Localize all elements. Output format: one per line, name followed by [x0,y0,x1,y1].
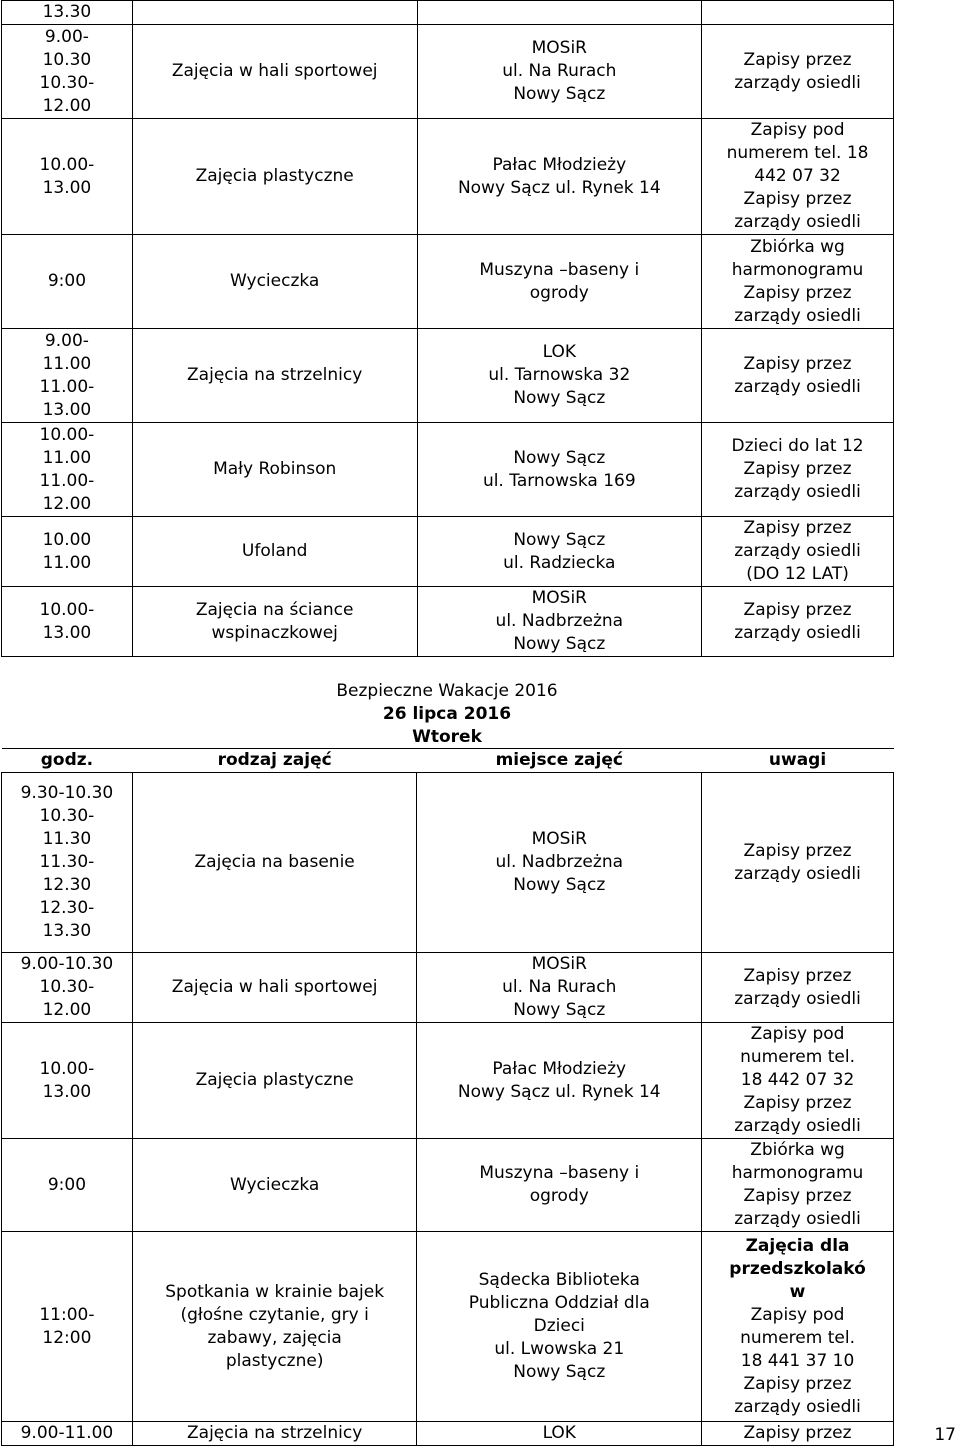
cell-place: MOSiR ul. Nadbrzeżna Nowy Sącz [417,773,702,953]
page-number: 17 [934,1425,956,1445]
table-row [2,1139,894,1232]
cell-activity: Zajęcia plastyczne [132,1023,417,1139]
table-row [2,1422,894,1446]
cell-notes: Zapisy przez zarządy osiedli [702,25,894,119]
cell-place: MOSiR ul. Na Rurach Nowy Sącz [417,25,702,119]
cell-time: 10.00- 13.00 [2,119,133,235]
schedule-table-continued [1,0,894,657]
table-row [2,953,894,1023]
cell-place: LOK [417,1422,702,1446]
cell-time: 9:00 [2,1139,133,1232]
cell-notes: Zapisy przez zarządy osiedli (DO 12 LAT) [702,517,894,587]
cell-activity: Zajęcia na strzelnicy [132,329,417,423]
cell-notes [702,1,894,25]
cell-time: 9.00-11.00 [2,1422,133,1446]
cell-activity: Zajęcia na ściance wspinaczkowej [132,587,417,657]
cell-time: 10.00- 13.00 [2,587,133,657]
cell-time: 10.00 11.00 [2,517,133,587]
cell-notes: Zapisy przez zarządy osiedli [702,329,894,423]
cell-notes: Zapisy przez zarządy osiedli [702,587,894,657]
cell-place: Pałac Młodzieży Nowy Sącz ul. Rynek 14 [417,119,702,235]
cell-notes: Zajęcia dla przedszkolakó w Zapisy pod numerem tel. 18 441 37 10 Zapisy przez zarządy osiedli [702,1232,894,1422]
cell-activity: Zajęcia na strzelnicy [132,1422,417,1446]
cell-activity: Mały Robinson [132,423,417,517]
cell-place: Muszyna –baseny i ogrody [417,1139,702,1232]
cell-time: 9.30-10.30 10.30- 11.30 11.30- 12.30 12.30- 13.30 [2,773,133,953]
cell-place: MOSiR ul. Nadbrzeżna Nowy Sącz [417,587,702,657]
cell-time: 11:00- 12:00 [2,1232,133,1422]
cell-activity [132,1,417,25]
cell-time: 9.00- 10.30 10.30- 12.00 [2,25,133,119]
schedule-table-tuesday [1,748,894,1446]
cell-time: 9:00 [2,235,133,329]
table-row [2,517,894,587]
cell-notes: Zbiórka wg harmonogramu Zapisy przez zarządy osiedli [702,235,894,329]
cell-activity: Wycieczka [132,235,417,329]
cell-time: 13.30 [2,1,133,25]
cell-notes: Zbiórka wg harmonogramu Zapisy przez zarządy osiedli [702,1139,894,1232]
cell-time: 10.00- 13.00 [2,1023,133,1139]
header-time: godz. [2,749,133,773]
cell-place: LOK ul. Tarnowska 32 Nowy Sącz [417,329,702,423]
cell-activity: Spotkania w krainie bajek (głośne czytanie, gry i zabawy, zajęcia plastyczne) [132,1232,417,1422]
cell-activity: Zajęcia plastyczne [132,119,417,235]
cell-place: Nowy Sącz ul. Radziecka [417,517,702,587]
cell-notes: Zapisy przez [702,1422,894,1446]
cell-time: 9.00- 11.00 11.00- 13.00 [2,329,133,423]
table-row [2,235,894,329]
table-row [2,587,894,657]
cell-place: Sądecka Biblioteka Publiczna Oddział dla Dzieci ul. Lwowska 21 Nowy Sącz [417,1232,702,1422]
table-row [2,773,894,953]
cell-notes: Zapisy pod numerem tel. 18 442 07 32 Zapisy przez zarządy osiedli [702,119,894,235]
cell-place: Muszyna –baseny i ogrody [417,235,702,329]
cell-place: MOSiR ul. Na Rurach Nowy Sącz [417,953,702,1023]
section-date: 26 lipca 2016 [382,704,512,724]
table-row [2,1,894,25]
table-header-row [2,749,894,773]
cell-activity: Zajęcia w hali sportowej [132,953,417,1023]
cell-place: Pałac Młodzieży Nowy Sącz ul. Rynek 14 [417,1023,702,1139]
table-row [2,25,894,119]
cell-place [417,1,702,25]
table-row [2,1023,894,1139]
header-activity: rodzaj zajęć [132,749,417,773]
cell-activity: Zajęcia w hali sportowej [132,25,417,119]
cell-notes: Zapisy przez zarządy osiedli [702,953,894,1023]
cell-time: 10.00- 11.00 11.00- 12.00 [2,423,133,517]
cell-activity: Zajęcia na basenie [132,773,417,953]
table-row [2,1232,894,1422]
cell-activity: Wycieczka [132,1139,417,1232]
cell-notes: Zapisy przez zarządy osiedli [702,773,894,953]
section-day: Wtorek [412,727,482,747]
section-title: Bezpieczne Wakacje 2016 [336,681,558,701]
cell-place: Nowy Sącz ul. Tarnowska 169 [417,423,702,517]
cell-activity: Ufoland [132,517,417,587]
header-place: miejsce zajęć [417,749,702,773]
cell-notes: Zapisy pod numerem tel. 18 442 07 32 Zapisy przez zarządy osiedli [702,1023,894,1139]
cell-notes: Dzieci do lat 12 Zapisy przez zarządy osiedli [702,423,894,517]
cell-time: 9.00-10.30 10.30- 12.00 [2,953,133,1023]
table-row [2,329,894,423]
table-row [2,423,894,517]
table-row [2,119,894,235]
header-notes: uwagi [702,749,894,773]
